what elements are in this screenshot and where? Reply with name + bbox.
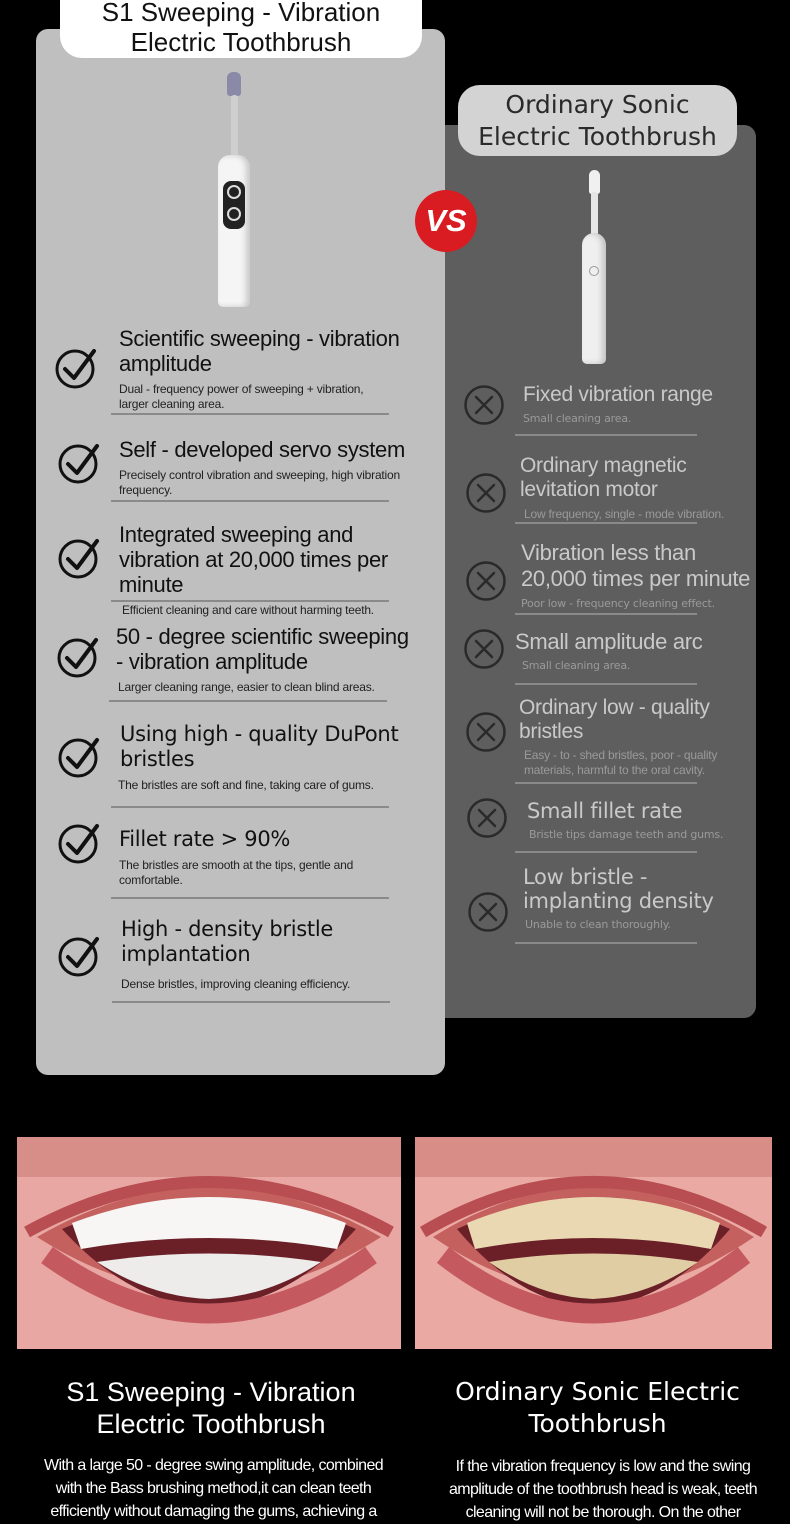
cross-icon — [466, 797, 508, 839]
divider — [515, 434, 697, 436]
right-feature: Ordinary magnetic levitation motor Low frequency, single - mode vibration. — [520, 454, 725, 521]
left-feature: Self - developed servo system Precisely control vibration and sweeping, high vibration frequency. — [119, 437, 405, 497]
divider — [112, 1001, 390, 1003]
divider — [515, 613, 697, 615]
check-icon — [54, 345, 98, 389]
divider — [111, 806, 389, 808]
right-feature: Small fillet rate Bristle tips damage teeth and gums. — [527, 799, 724, 841]
left-feature: High - density bristle implantation Dense bristles, improving cleaning efficiency. — [121, 917, 351, 991]
yellow-teeth-photo — [415, 1137, 772, 1349]
divider — [109, 700, 387, 702]
left-feature: Fillet rate > 90% The bristles are smooth at the tips, gentle and comfortable. — [119, 827, 354, 887]
check-icon — [57, 440, 101, 484]
divider — [111, 413, 389, 415]
right-feature: Small amplitude arc Small cleaning area. — [515, 629, 703, 672]
bottom-ordinary-title: Ordinary Sonic Electric Toothbrush — [455, 1377, 740, 1438]
bottom-s1-title: S1 Sweeping - Vibration Electric Toothbrush — [66, 1377, 356, 1439]
ordinary-title: Ordinary Sonic Electric Toothbrush — [458, 85, 737, 156]
check-icon — [57, 820, 101, 864]
right-feature: Ordinary low - quality bristles Easy - to - shed bristles, poor - quality materials, harmful to the oral cavity. — [519, 696, 718, 777]
right-feature: Low bristle - implanting density Unable to clean thoroughly. — [523, 865, 714, 931]
cross-icon — [465, 560, 507, 602]
left-feature: Using high - quality DuPont bristles The bristles are soft and fine, taking care of gums. — [118, 722, 399, 792]
divider — [111, 897, 389, 899]
left-feature: Scientific sweeping - vibration amplitude Dual - frequency power of sweeping + vibration, larger cleaning area. — [119, 326, 400, 411]
check-icon — [57, 535, 101, 579]
divider — [515, 683, 697, 685]
divider — [515, 522, 697, 524]
cross-icon — [463, 628, 505, 670]
left-feature: 50 - degree scientific sweeping - vibration amplitude Larger cleaning range, easier to clean blind areas. — [116, 624, 409, 694]
right-feature: Fixed vibration range Small cleaning area. — [523, 383, 713, 425]
left-feature: Integrated sweeping and vibration at 20,000 times per minute Efficient cleaning and care without harming teeth. — [119, 522, 388, 617]
divider — [515, 782, 697, 784]
white-teeth-photo — [17, 1137, 401, 1349]
check-icon — [57, 933, 101, 977]
cross-icon — [467, 891, 509, 933]
divider — [111, 600, 389, 602]
bottom-ordinary-description: If the vibration frequency is low and the swing amplitude of the toothbrush head is weak, teeth cleaning will not be thorough. On the other — [448, 1458, 758, 1521]
vs-badge: VS — [415, 190, 477, 252]
divider — [515, 851, 697, 853]
cross-icon — [463, 384, 505, 426]
check-icon — [57, 734, 101, 778]
divider — [515, 942, 697, 944]
bottom-s1-description: With a large 50 - degree swing amplitude, combined with the Bass brushing method,it can clean teeth efficiently without damaging the gums, achieving a — [43, 1457, 384, 1520]
divider — [111, 500, 389, 502]
check-icon — [56, 634, 100, 678]
cross-icon — [465, 711, 507, 753]
right-feature: Vibration less than 20,000 times per minute Poor low - frequency cleaning effect. — [521, 540, 751, 610]
s1-title: S1 Sweeping - Vibration Electric Toothbrush — [60, 0, 422, 58]
cross-icon — [465, 472, 507, 514]
